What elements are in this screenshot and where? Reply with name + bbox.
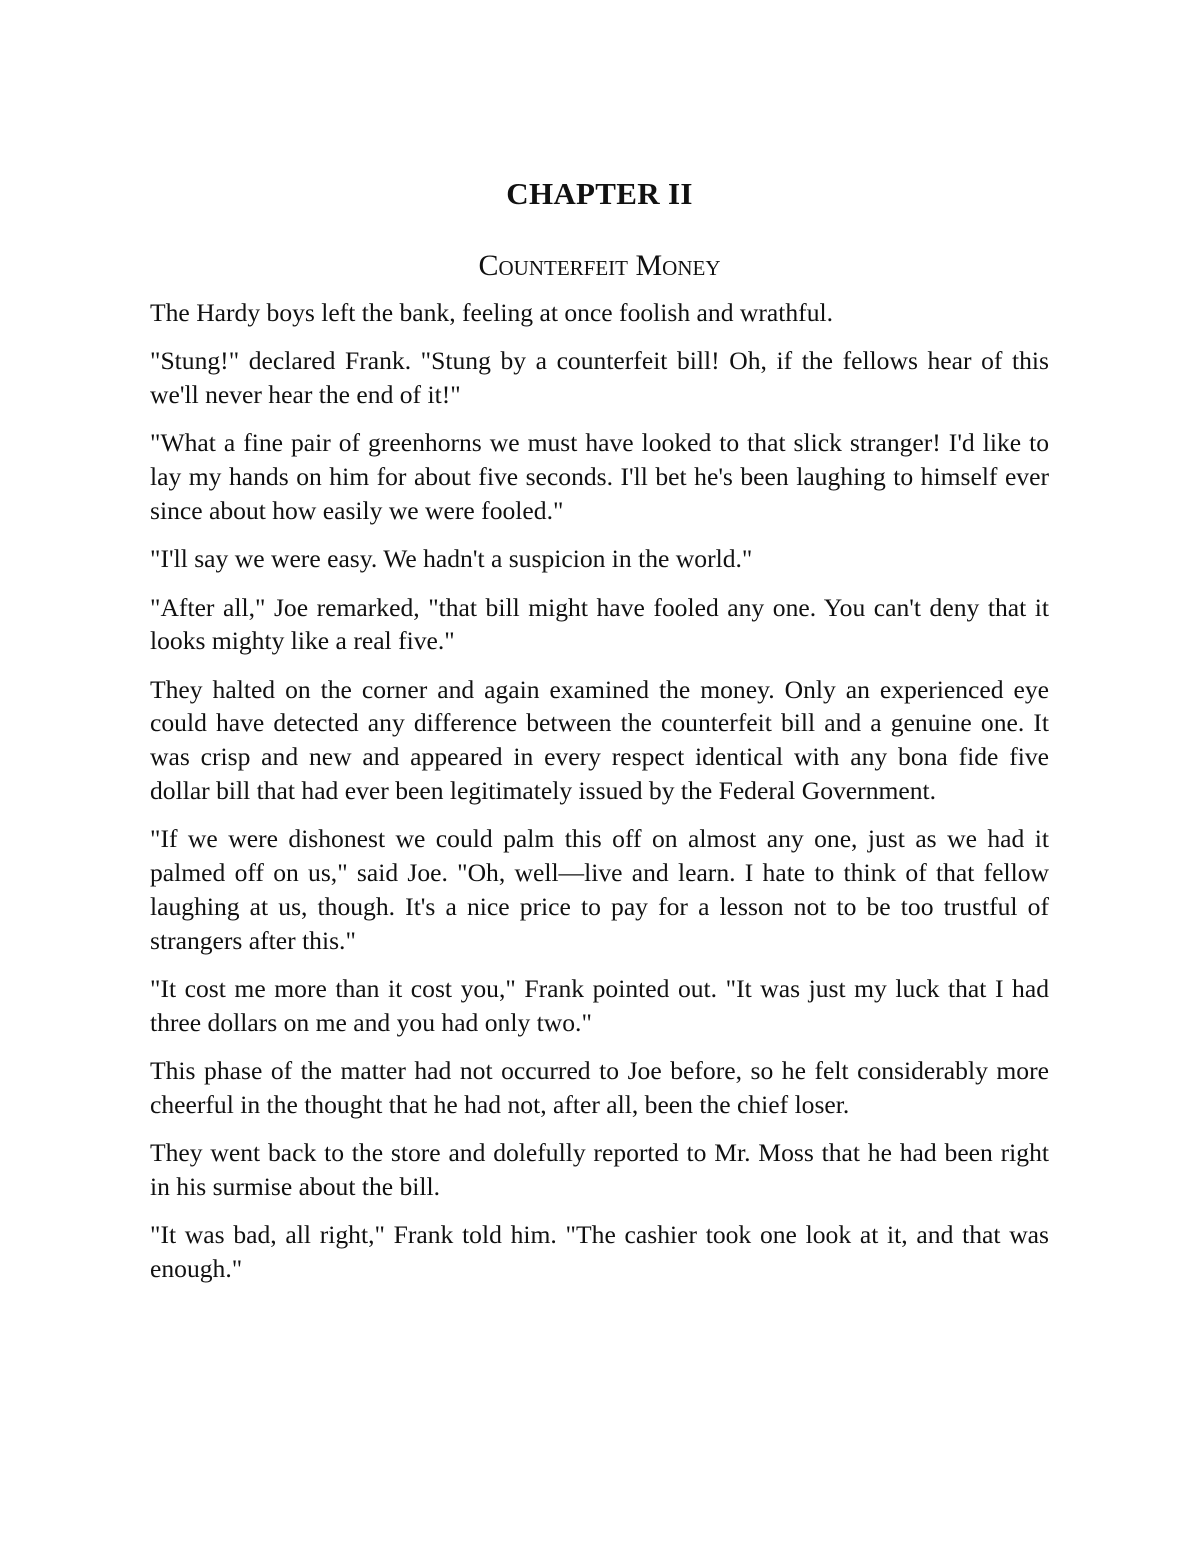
paragraph: "I'll say we were easy. We hadn't a suspicion in the world." <box>150 544 753 574</box>
paragraph: "After all," Joe remarked, "that bill might have fooled any one. You can't deny that it looks mighty like a real five." <box>150 592 1049 656</box>
paragraph: "It was bad, all right," Frank told him. "The cashier took one look at it, and that was enough." <box>150 1220 1049 1284</box>
paragraph: "Stung!" declared Frank. "Stung by a counterfeit bill! Oh, if the fellows hear of this we'll never hear the end of it!" <box>150 346 1049 410</box>
paragraph: They went back to the store and dolefully reported to Mr. Moss that he had been right in his surmise about the bill. <box>150 1138 1049 1202</box>
paragraph: The Hardy boys left the bank, feeling at once foolish and wrathful. <box>150 298 833 327</box>
paragraph: "What a fine pair of greenhorns we must have looked to that slick stranger! I'd like to lay my hands on him for about five seconds. I'll bet he's been laughing to himself ever since about how easily we were fooled." <box>150 428 1049 525</box>
chapter-subtitle: Counterfeit Money <box>478 249 721 282</box>
paragraph: They halted on the corner and again examined the money. Only an experienced eye could have detected any difference between the counterfeit bill and a genuine one. It was crisp and new and appeared in every respect identical with any bona fide five dollar bill that had ever been legitimately issued by the Federal Government. <box>150 674 1049 806</box>
paragraph: This phase of the matter had not occurred to Joe before, so he felt considerably more cheerful in the thought that he had not, after all, been the chief loser. <box>150 1056 1049 1119</box>
paragraph: "If we were dishonest we could palm this off on almost any one, just as we had it palmed off on us," said Joe. "Oh, well—live and learn. I hate to think of that fellow laughing at us, though. It's a nice price to pay for a lesson not to be too trustful of strangers after this." <box>150 824 1049 955</box>
paragraph: "It cost me more than it cost you," Frank pointed out. "It was just my luck that I had three dollars on me and you had only two." <box>150 974 1049 1037</box>
book-page <box>150 168 1049 1300</box>
chapter-title: CHAPTER II <box>506 176 693 211</box>
